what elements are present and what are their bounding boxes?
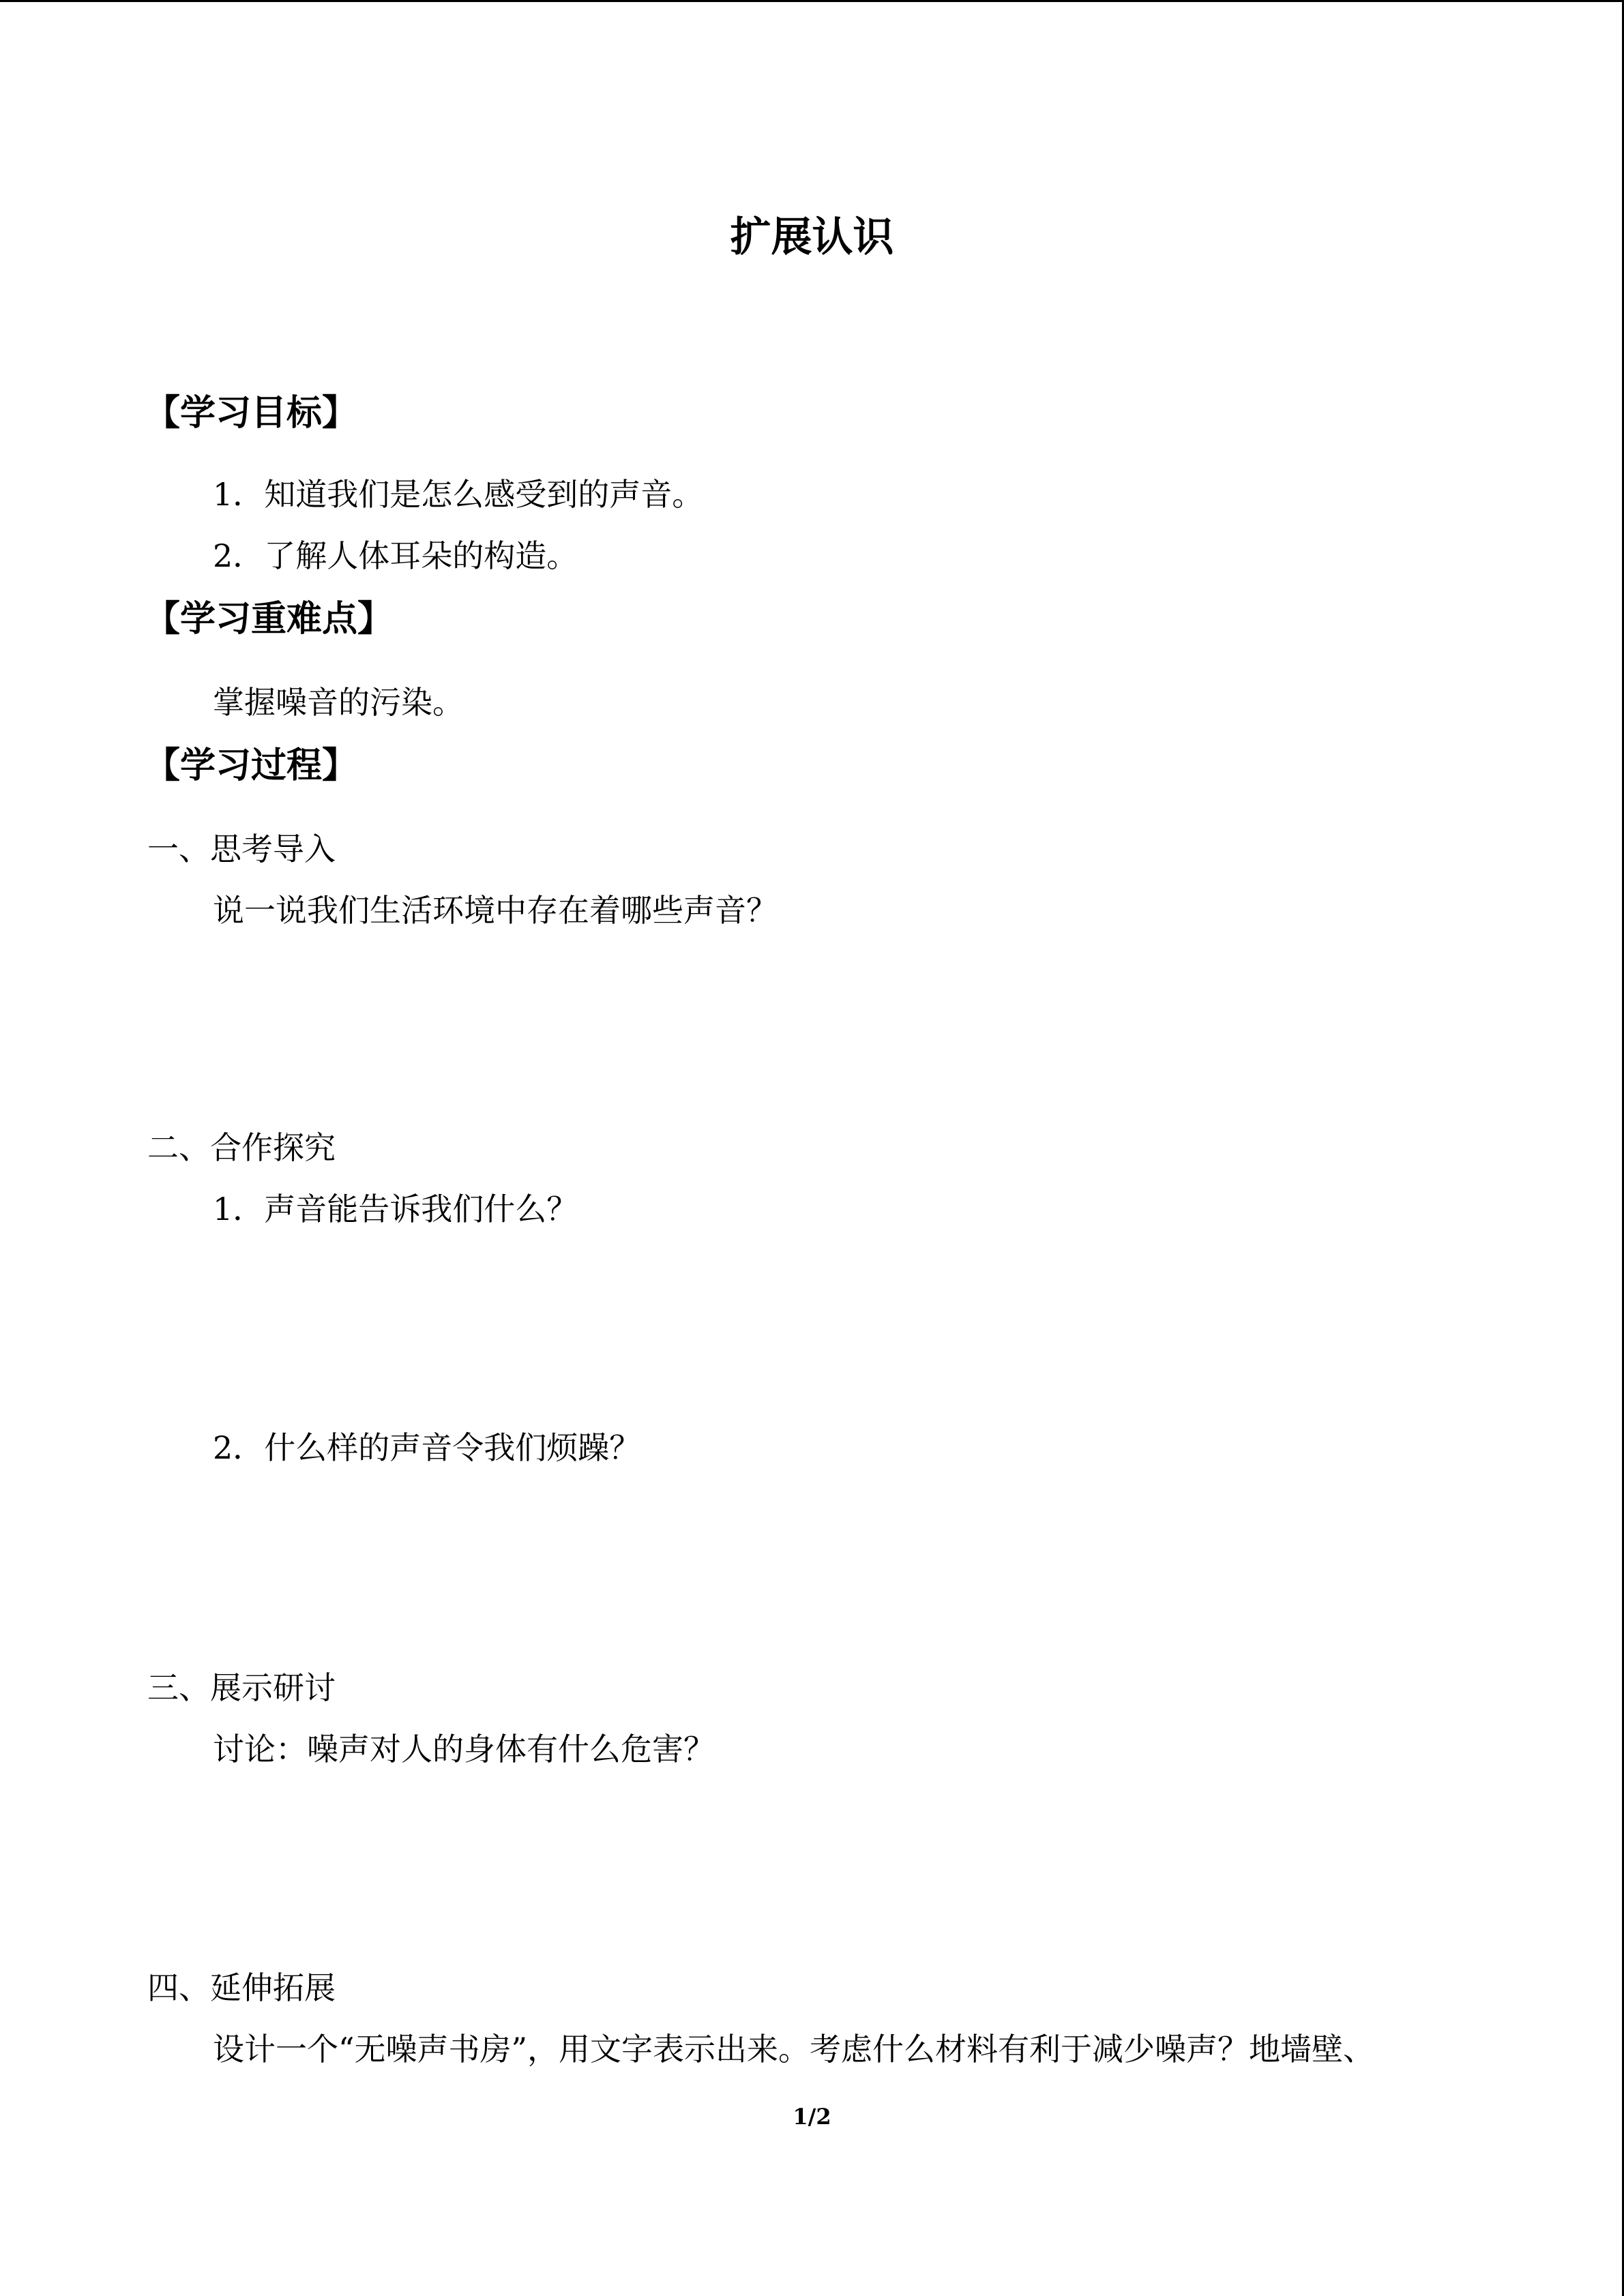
- section-heading-goals: 【学习目标】: [145, 392, 358, 434]
- key-points-text: 掌握噪音的污染。: [213, 684, 464, 721]
- page-number: 1/2: [793, 2104, 831, 2130]
- part2-heading: 二、合作探究: [147, 1129, 336, 1166]
- section-heading-process: 【学习过程】: [145, 745, 358, 786]
- part1-heading: 一、思考导入: [147, 831, 336, 867]
- part1-question: 说一说我们生活环境中存在着哪些声音？: [213, 892, 778, 929]
- part2-question-2: 2．什么样的声音令我们烦躁？: [213, 1429, 641, 1466]
- part2-question-1: 1．声音能告诉我们什么？: [213, 1191, 578, 1227]
- page-border-top: [0, 0, 1624, 2]
- part3-heading: 三、展示研讨: [147, 1669, 336, 1706]
- part4-text: 设计一个“无噪声书房”，用文字表示出来。考虑什么材料有利于减少噪声？地墙壁、: [213, 2031, 1375, 2068]
- section-heading-key-points: 【学习重难点】: [145, 598, 394, 640]
- goal-item-1: 1．知道我们是怎么感受到的声音。: [213, 476, 704, 513]
- goal-item-2: 2．了解人体耳朵的构造。: [213, 537, 578, 574]
- document-title: 扩展认识: [730, 213, 894, 261]
- part3-question: 讨论：噪声对人的身体有什么危害？: [213, 1731, 715, 1768]
- part4-heading: 四、延伸拓展: [147, 1969, 336, 2006]
